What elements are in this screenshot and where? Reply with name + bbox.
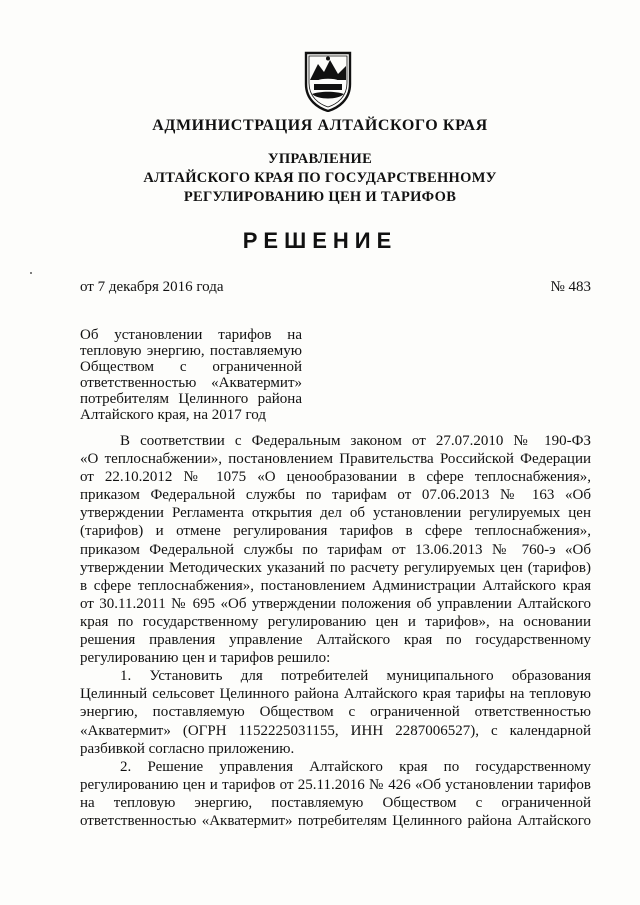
subject-line: Алтайского края, на 2017 год bbox=[80, 407, 266, 423]
body-line: утверждении Методических указаний по расчету регулируемых цен (тарифов) bbox=[80, 559, 591, 576]
body-line: от 30.11.2011 № 695 «Об утверждении положения об управлении Алтайского bbox=[80, 595, 591, 612]
body-line: на тепловую энергию, поставляемую Обществом с ограниченной bbox=[80, 794, 591, 811]
subject-line: ответственностью «Акватермит» bbox=[80, 375, 302, 391]
body-line: энергию, поставляемую Обществом с ограниченной ответственностью bbox=[80, 704, 591, 721]
body-line: 2. Решение управления Алтайского края по государственному bbox=[120, 758, 591, 775]
date-number-line bbox=[80, 279, 591, 296]
body-line: (тарифов) и отмене регулирования тарифов в сфере теплоснабжения», bbox=[80, 523, 591, 540]
body-line: «О теплоснабжении», постановлением Правительства Российской Федерации bbox=[80, 451, 591, 468]
scan-speck bbox=[30, 272, 32, 274]
body-line: приказом Федеральной службы по тарифам от 07.06.2013 № 163 «Об bbox=[80, 487, 591, 504]
document-date: от 7 декабря 2016 года bbox=[80, 279, 224, 295]
body-line: разбивкой согласно приложению. bbox=[80, 740, 295, 757]
subject-line: Обществом с ограниченной bbox=[80, 359, 302, 375]
document-type: РЕШЕНИЕ bbox=[242, 228, 398, 253]
body-line: решения правления управление Алтайского края по государственному bbox=[80, 632, 591, 649]
decision-subject bbox=[80, 327, 302, 423]
body-line: «Акватермит» (ОГРН 1152225031155, ИНН 2287006527), с календарной bbox=[80, 722, 591, 739]
body-line: от 22.10.2012 № 1075 «О ценообразовании в сфере теплоснабжения», bbox=[80, 469, 591, 486]
body-line: В соответствии с Федеральным законом от 27.07.2010 № 190-ФЗ bbox=[120, 433, 591, 449]
body-line: ответственностью «Акватермит» потребителям Целинного района Алтайского bbox=[80, 812, 591, 829]
body-line: регулированию цен и тарифов решило: bbox=[80, 650, 331, 667]
subject-line: Об установлении тарифов на bbox=[80, 327, 302, 343]
altai-coat-of-arms-icon bbox=[302, 50, 354, 112]
body-line: регулированию цен и тарифов от 25.11.2016 № 426 «Об установлении тарифов bbox=[80, 776, 591, 793]
body-line: 1. Установить для потребителей муниципального образования bbox=[120, 668, 591, 685]
department-line: УПРАВЛЕНИЕ bbox=[267, 151, 373, 167]
administration-title: АДМИНИСТРАЦИЯ АЛТАЙСКОГО КРАЯ bbox=[152, 117, 488, 134]
document-number: № 483 bbox=[550, 279, 591, 295]
department-line: РЕГУЛИРОВАНИЮ ЦЕН И ТАРИФОВ bbox=[183, 189, 457, 205]
department-line: АЛТАЙСКОГО КРАЯ ПО ГОСУДАРСТВЕННОМУ bbox=[143, 170, 497, 186]
body-line: Целинный сельсовет Целинного района Алтайского края тарифы на тепловую bbox=[80, 686, 591, 703]
body-line: утверждении Регламента открытия дел об установлении регулируемых цен bbox=[80, 505, 591, 522]
body-line: приказом Федеральной службы по тарифам от 13.06.2013 № 760-э «Об bbox=[80, 541, 591, 558]
subject-line: потребителям Целинного района bbox=[80, 391, 302, 407]
subject-line: тепловую энергию, поставляемую bbox=[80, 343, 302, 359]
decision-body bbox=[80, 432, 591, 830]
body-line: края по государственному регулированию цен и тарифов», на основании bbox=[80, 613, 591, 630]
body-line: в сфере теплоснабжения», постановлением Администрации Алтайского края bbox=[80, 577, 591, 594]
department-title bbox=[0, 150, 640, 207]
